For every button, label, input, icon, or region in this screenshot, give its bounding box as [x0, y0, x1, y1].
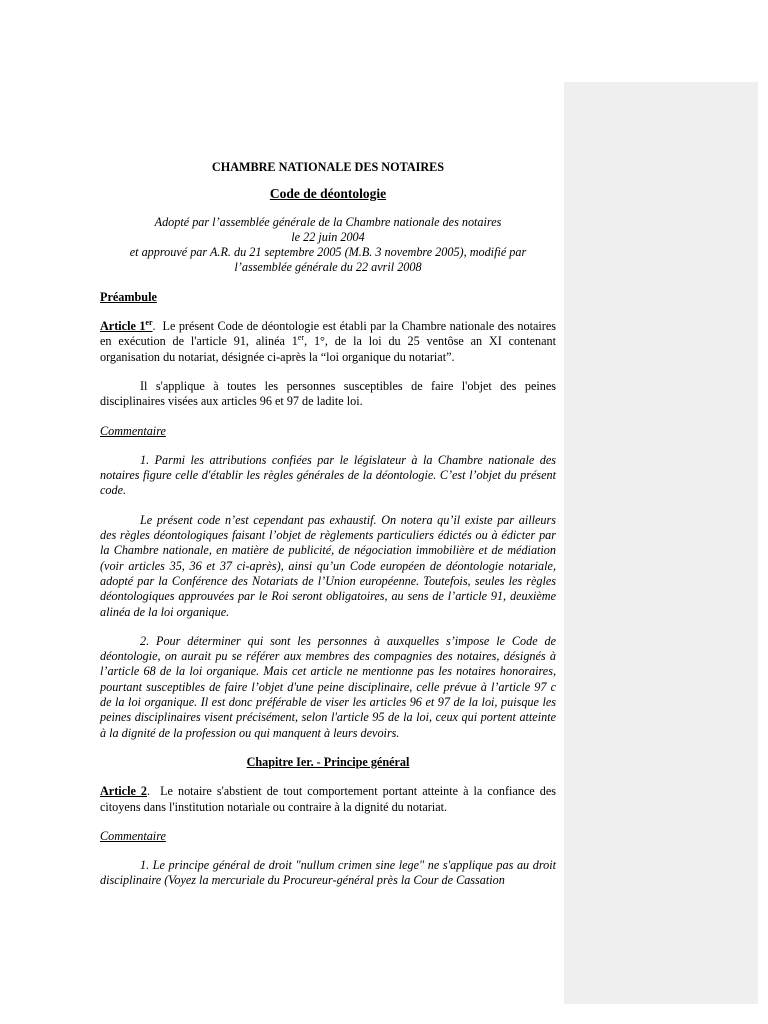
article-2-text: Le notaire s'abstient de tout comportement portant atteinte à la confiance des citoyens dans l'institution notariale ou contraire à la dignité du notariat. [100, 784, 556, 814]
commentaire-1-para-2: Le présent code n’est cependant pas exhaustif. On notera qu’il existe par ailleurs des règles déontologiques faisant l’objet de règlements particuliers édictés ou à édicter par la Chambre nationale, en matière de publicité, de négociation immobilière et de médiation (voir articles 35, 36 et 37 ci-après), ainsi qu’un Code européen de déontologie notariale, adopté par la Conférence des Notariats de l’Union européenne. Toutefois, seules les règles déontologiques approuvées par le Roi seront obligatoires, au sens de l’article 91, deuxième alinéa de la loi organique. [100, 512, 556, 619]
adoption-line-1: Adopté par l’assemblée générale de la Chambre nationale des notaires [154, 214, 502, 229]
article-2-paragraph: Article 2. Le notaire s'abstient de tout comportement portant atteinte à la confiance des citoyens dans l'institution notariale ou contraire à la dignité du notariat. [100, 784, 556, 814]
adoption-note [100, 215, 556, 276]
org-title: CHAMBRE NATIONALE DES NOTAIRES [211, 160, 445, 174]
commentaire-1-para-1: 1. Parmi les attributions confiées par le législateur à la Chambre nationale des notaires figure celle d'établir les règles générales de la déontologie. C’est l’objet du présent code. [100, 452, 556, 498]
adoption-line-2: le 22 juin 2004 [291, 229, 365, 244]
article-1-text-b: , 1°, de la loi du 25 ventôse an XI contenant organisation du notariat, désignée ci-après la “loi organique du notariat”. [100, 334, 556, 364]
commentaire-heading-2: Commentaire [100, 828, 166, 843]
article-1-paragraph-2: Il s'applique à toutes les personnes susceptibles de faire l'objet des peines disciplinaires visées aux articles 96 et 97 de ladite loi. [100, 378, 556, 409]
commentaire-1-para-3: 2. Pour déterminer qui sont les personnes à auxquelles s’impose le Code de déontologie, on aurait pu se référer aux membres des compagnies des notaires, désignés à l’article 68 de la loi organique. Mais cet article ne mentionne pas les notaires honoraires, pourtant susceptibles de faire l’objet d'une peine disciplinaire, celle prévue à l’article 97 c de la loi organique. Il est donc préférable de viser les articles 96 et 97 de la loi, puisque les peines disciplinaires visent précisément, selon l'article 95 de la loi, ceux qui portent atteinte à la dignité de la profession ou qui manquent à leurs devoirs. [100, 633, 556, 740]
article-1-label: Article 1er [100, 318, 153, 334]
chapter-1-heading: Chapitre Ier. - Principe général [246, 754, 410, 769]
article-2-label: Article 2 [100, 784, 147, 799]
article-1-paragraph: Article 1er. Le présent Code de déontologie est établi par la Chambre nationale des notaires en exécution de l'article 91, alinéa 1er, 1°, de la loi du 25 ventôse an XI contenant organisation du notariat, désignée ci-après la “loi organique du notariat”. [100, 318, 557, 364]
preamble-heading: Préambule [100, 289, 157, 304]
adoption-line-4: l’assemblée générale du 22 avril 2008 [234, 260, 422, 275]
adoption-line-3: et approuvé par A.R. du 21 septembre 2005 (M.B. 3 novembre 2005), modifié par [129, 245, 527, 260]
document-page [100, 160, 556, 889]
code-title: Code de déontologie [269, 186, 387, 202]
commentaire-2-para-1: 1. Le principe général de droit "nullum crimen sine lege" ne s'applique pas au droit disciplinaire (Voyez la mercuriale du Procureur-général près la Cour de Cassation [100, 858, 556, 888]
article-1-text-a: Le présent Code de déontologie est établi par la Chambre nationale des notaires en exécution de l'article 91, alinéa 1 [100, 319, 557, 349]
comment-margin-pane [564, 82, 758, 1004]
commentaire-heading-1: Commentaire [100, 423, 166, 438]
